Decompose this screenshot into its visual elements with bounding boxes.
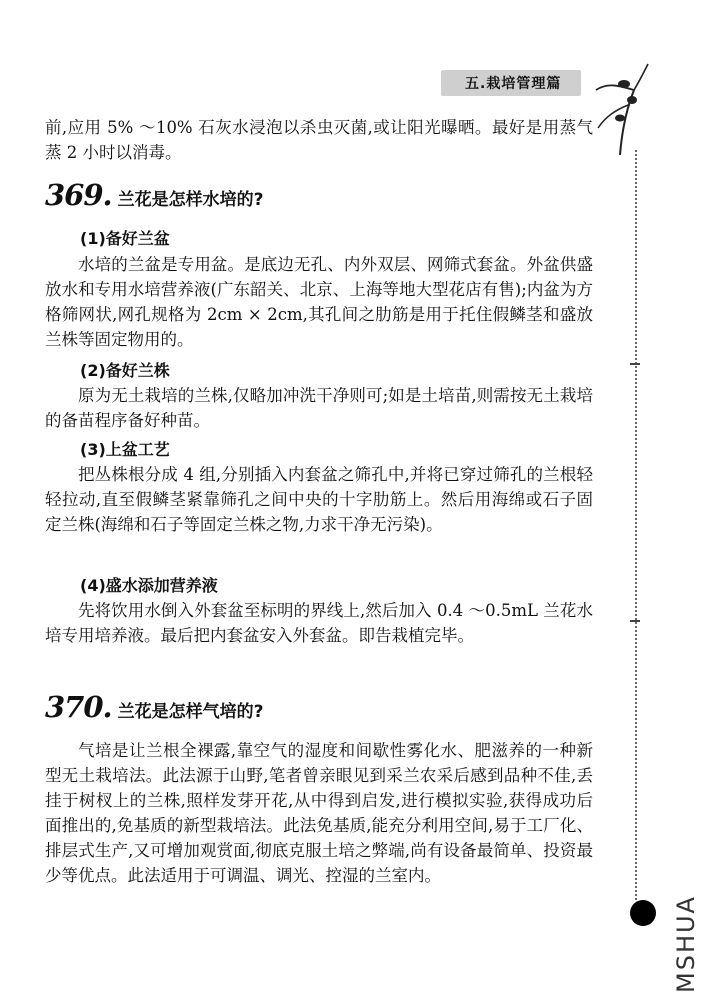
intro-paragraph: 前,应用 5% ～10% 石灰水浸泡以杀虫灭菌,或让阳光曝晒。最好是用蒸气蒸 2 小时以消毒。 xyxy=(45,118,593,162)
subsection-4-text: 先将饮用水倒入外套盆至标明的界线上,然后加入 0.4 ～0.5mL 兰花水培专用培养液。最后把内套盆安入外套盆。即告栽植完毕。 xyxy=(45,601,593,645)
subsection-3-title: (3)上盆工艺 xyxy=(80,440,170,459)
subsection-1-text: 水培的兰盆是专用盆。是底边无孔、内外双层、网筛式套盆。外盆供盛放水和专用水培营养液(广东韶关、北京、上海等地大型花店有售);内盆为方格筛网状,网孔规格为 2cm × 2cm,其孔间之肋筋是用于托住假鳞茎和盛放兰株等固定物用的。 xyxy=(45,255,593,349)
question-370-text: 气培是让兰根全裸露,靠空气的湿度和间歇性雾化水、肥滋养的一种新型无土栽培法。此法源于山野,笔者曾亲眼见到采兰农采后感到品种不佳,丢挂于树杈上的兰株,照样发芽开花,从中得到启发,进行模拟实验,获得成功后面推出的,免基质的新型栽培法。此法免基质,能充分利用空间,易于工厂化、排层式生产,又可增加观赏面,彻底克服土培之弊端,尚有设备最简单、投资最少等优点。此法适用于可调温、调光、控湿的兰室内。 xyxy=(45,741,593,885)
margin-tick xyxy=(630,620,640,622)
subsection-4-title: (4)盛水添加营养液 xyxy=(80,576,218,595)
margin-tick xyxy=(630,363,640,365)
watermark: MSHUA xyxy=(672,895,700,993)
question-title: 兰花是怎样气培的? xyxy=(117,702,264,722)
question-370-heading xyxy=(45,690,264,724)
question-title: 兰花是怎样水培的? xyxy=(117,190,264,210)
section-header-label: 五.栽培管理篇 xyxy=(465,76,562,92)
question-number: 370. xyxy=(45,690,112,724)
question-369-heading xyxy=(45,178,264,212)
subsection-1-title: (1)备好兰盆 xyxy=(80,229,170,248)
page-marker-dot xyxy=(630,900,656,926)
orchid-illustration xyxy=(590,60,650,155)
subsection-3-text: 把丛株根分成 4 组,分别插入内套盆之筛孔中,并将已穿过筛孔的兰根轻轻拉动,直至假鳞茎紧靠筛孔之间中央的十字肋筋上。然后用海绵或石子固定兰株(海绵和石子等固定兰株之物,力求干净无污染)。 xyxy=(45,465,593,534)
subsection-2-title: (2)备好兰株 xyxy=(80,361,170,380)
question-number: 369. xyxy=(45,178,112,212)
margin-dotted-rule xyxy=(635,150,637,900)
subsection-2-text: 原为无土栽培的兰株,仅略加冲洗干净则可;如是土培苗,则需按无土栽培的备苗程序备好种苗。 xyxy=(45,386,593,430)
